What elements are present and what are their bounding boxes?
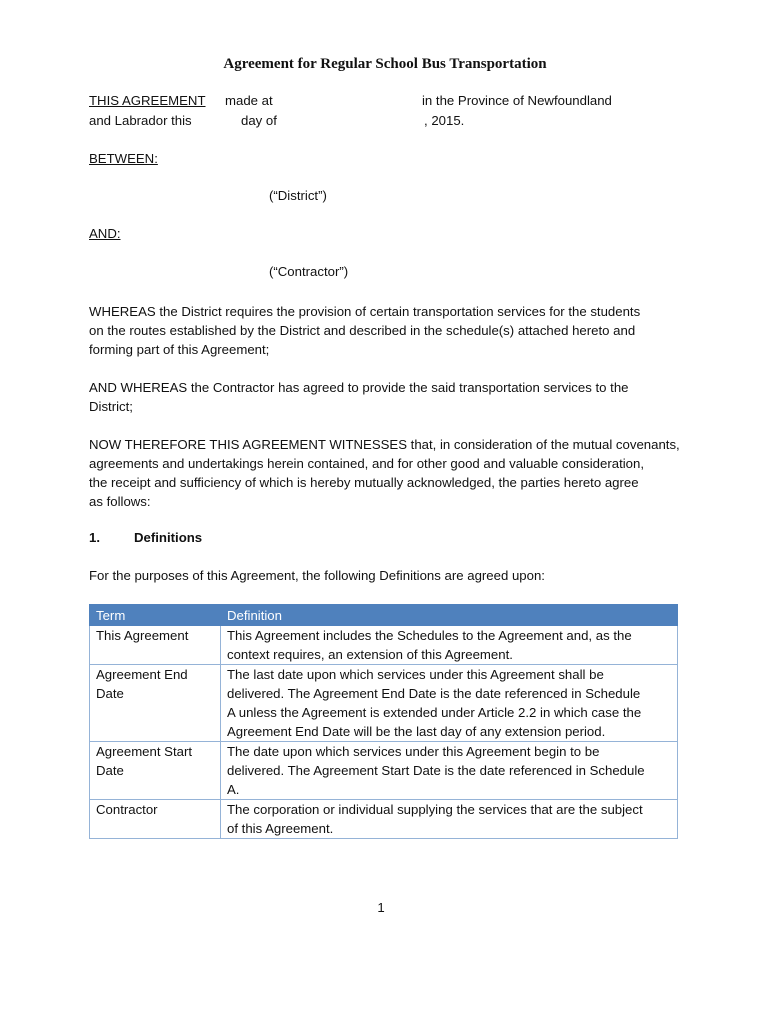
paragraph-line: WHEREAS the District requires the provision of certain transportation services for the students (89, 304, 641, 319)
table-header-row (90, 605, 678, 626)
paragraph-line: on the routes established by the District and described in the schedule(s) attached hereto and (89, 323, 636, 338)
paragraph-line: forming part of this Agreement; (89, 342, 270, 357)
definition-text: A unless the Agreement is extended under Article 2.2 in which case the (227, 705, 642, 720)
term-cell (90, 800, 221, 839)
table-row (90, 626, 678, 665)
paragraph-line: NOW THEREFORE THIS AGREEMENT WITNESSES that, in consideration of the mutual covenants, (89, 437, 680, 452)
definition-text: The date upon which services under this Agreement begin to be (227, 744, 600, 759)
section-number: 1. (89, 530, 100, 545)
term-text: Date (96, 686, 124, 701)
district-label: (“District”) (269, 188, 327, 203)
paragraph-line: as follows: (89, 494, 151, 509)
term-text: Agreement End (96, 667, 188, 682)
intro-made-at: made at (225, 93, 273, 108)
page-number: 1 (377, 900, 385, 915)
term-text: This Agreement (96, 628, 189, 643)
definition-cell (221, 626, 678, 665)
definitions-table (89, 604, 678, 839)
definition-text: context requires, an extension of this Agreement. (227, 647, 513, 662)
intro-this-agreement: THIS AGREEMENT (89, 93, 206, 108)
definition-text: delivered. The Agreement Start Date is the date referenced in Schedule (227, 763, 645, 778)
between-label: BETWEEN: (89, 151, 158, 166)
definition-text: of this Agreement. (227, 821, 334, 836)
definition-text: Agreement End Date will be the last day of any extension period. (227, 724, 606, 739)
intro-year: , 2015. (424, 113, 465, 128)
term-cell (90, 665, 221, 742)
definition-text: The last date upon which services under this Agreement shall be (227, 667, 604, 682)
term-cell (90, 742, 221, 800)
definition-text: delivered. The Agreement End Date is the date referenced in Schedule (227, 686, 641, 701)
and-label: AND: (89, 226, 121, 241)
intro-province: in the Province of Newfoundland (422, 93, 612, 108)
definition-cell (221, 742, 678, 800)
intro-labrador: and Labrador this (89, 113, 192, 128)
now-therefore-paragraph (89, 435, 680, 511)
paragraph-line: the receipt and sufficiency of which is hereby mutually acknowledged, the parties hereto agree (89, 475, 639, 490)
whereas-paragraph-2 (89, 378, 677, 416)
document-title: Agreement for Regular School Bus Transportation (223, 56, 547, 72)
definition-text: This Agreement includes the Schedules to the Agreement and, as the (227, 628, 632, 643)
paragraph-line: AND WHEREAS the Contractor has agreed to provide the said transportation services to the (89, 380, 629, 395)
definition-cell (221, 665, 678, 742)
column-header-definition: Definition (221, 605, 678, 626)
table-row (90, 800, 678, 839)
contractor-label: (“Contractor”) (269, 264, 349, 279)
definition-text: A. (227, 782, 240, 797)
term-text: Contractor (96, 802, 158, 817)
term-text: Date (96, 763, 124, 778)
table-row (90, 665, 678, 742)
definition-cell (221, 800, 678, 839)
column-header-term: Term (90, 605, 221, 626)
paragraph-line: District; (89, 399, 133, 414)
term-text: Agreement Start (96, 744, 193, 759)
definitions-intro: For the purposes of this Agreement, the following Definitions are agreed upon: (89, 568, 545, 583)
table-row (90, 742, 678, 800)
definition-text: The corporation or individual supplying the services that are the subject (227, 802, 643, 817)
intro-day-of: day of (241, 113, 277, 128)
section-heading: Definitions (134, 530, 203, 545)
whereas-paragraph-1 (89, 302, 677, 359)
term-cell (90, 626, 221, 665)
paragraph-line: agreements and undertakings herein contained, and for other good and valuable consideration, (89, 456, 644, 471)
